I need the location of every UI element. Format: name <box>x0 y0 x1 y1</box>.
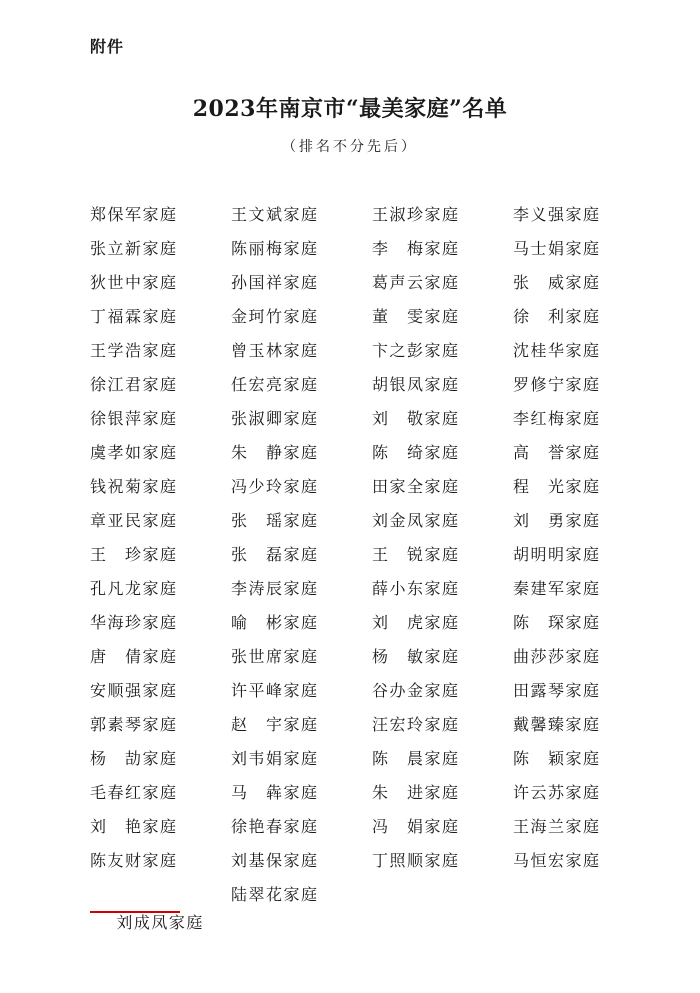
name-entry: 张淑卿家庭 <box>231 409 319 428</box>
name-entry: 徐 利家庭 <box>513 307 601 326</box>
name-entry: 刘基保家庭 <box>231 851 319 870</box>
name-entry: 徐艳春家庭 <box>231 817 319 836</box>
name-entry: 华海珍家庭 <box>90 613 178 632</box>
name-entry: 徐江君家庭 <box>90 375 178 394</box>
name-entry: 唐 倩家庭 <box>90 647 178 666</box>
name-entry: 刘 勇家庭 <box>513 511 601 530</box>
name-entry: 许云苏家庭 <box>513 783 601 802</box>
name-entry: 戴馨臻家庭 <box>513 715 601 734</box>
name-entry: 李红梅家庭 <box>513 409 601 428</box>
name-entry: 冯少玲家庭 <box>231 477 319 496</box>
name-entry: 王文斌家庭 <box>231 205 319 224</box>
name-entry: 张 磊家庭 <box>231 545 319 564</box>
red-underline <box>90 911 180 913</box>
name-entry: 薛小东家庭 <box>372 579 460 598</box>
name-entry: 许平峰家庭 <box>231 681 319 700</box>
name-entry: 杨 劼家庭 <box>90 749 178 768</box>
name-entry: 丁福霖家庭 <box>90 307 178 326</box>
name-entry: 朱 进家庭 <box>372 783 460 802</box>
page-title: 2023年南京市“最美家庭”名单 <box>192 96 508 122</box>
name-entry-text: 刘成凤家庭 <box>116 913 204 932</box>
name-entry: 刘金凤家庭 <box>372 511 460 530</box>
name-entry: 卞之彭家庭 <box>372 341 460 360</box>
name-entry: 曾玉林家庭 <box>231 341 319 360</box>
name-entry: 胡银凤家庭 <box>372 375 460 394</box>
name-entry: 王淑珍家庭 <box>372 205 460 224</box>
name-entry: 刘 艳家庭 <box>90 817 178 836</box>
name-entry: 胡明明家庭 <box>513 545 601 564</box>
name-entry: 曲莎莎家庭 <box>513 647 601 666</box>
name-entry: 陈 绮家庭 <box>372 443 460 462</box>
name-entry: 罗修宁家庭 <box>513 375 601 394</box>
name-entry: 虞孝如家庭 <box>90 443 178 462</box>
name-entry: 陈 晨家庭 <box>372 749 460 768</box>
name-entry: 张 威家庭 <box>513 273 601 292</box>
name-entry: 王学浩家庭 <box>90 341 178 360</box>
name-entry: 孔凡龙家庭 <box>90 579 178 598</box>
name-entry: 孙国祥家庭 <box>231 273 319 292</box>
name-entry: 任宏亮家庭 <box>231 375 319 394</box>
name-entry: 李 梅家庭 <box>372 239 460 258</box>
name-entry: 李义强家庭 <box>513 205 601 224</box>
name-entry: 谷办金家庭 <box>372 681 460 700</box>
name-entry: 陈 琛家庭 <box>513 613 601 632</box>
name-entry: 张立新家庭 <box>90 239 178 258</box>
name-entry: 陈丽梅家庭 <box>231 239 319 258</box>
name-entry: 陈友财家庭 <box>90 851 178 870</box>
name-entry: 汪宏玲家庭 <box>372 715 460 734</box>
name-entry: 章亚民家庭 <box>90 511 178 530</box>
family-name-list <box>90 201 650 932</box>
name-entry: 赵 宇家庭 <box>231 715 319 734</box>
name-entry: 高 誉家庭 <box>513 443 601 462</box>
name-entry: 杨 敏家庭 <box>372 647 460 666</box>
name-entry: 葛声云家庭 <box>372 273 460 292</box>
name-entry: 刘韦娟家庭 <box>231 749 319 768</box>
name-entry: 王 珍家庭 <box>90 545 178 564</box>
name-entry: 钱祝菊家庭 <box>90 477 178 496</box>
name-entry: 马恒宏家庭 <box>513 851 601 870</box>
name-entry: 沈桂华家庭 <box>513 341 601 360</box>
name-entry: 郭素琴家庭 <box>90 715 178 734</box>
name-entry: 张世席家庭 <box>231 647 319 666</box>
name-entry: 田露琴家庭 <box>513 681 601 700</box>
name-entry: 马 犇家庭 <box>231 783 319 802</box>
name-entry: 金珂竹家庭 <box>231 307 319 326</box>
name-entry: 程 光家庭 <box>513 477 601 496</box>
name-entry-highlighted <box>90 881 231 932</box>
attachment-label: 附件 <box>90 37 125 56</box>
name-entry: 狄世中家庭 <box>90 273 178 292</box>
name-entry: 毛春红家庭 <box>90 783 178 802</box>
name-entry: 陈 颖家庭 <box>513 749 601 768</box>
name-entry: 朱 静家庭 <box>231 443 319 462</box>
name-entry: 李涛辰家庭 <box>231 579 319 598</box>
name-entry: 冯 娟家庭 <box>372 817 460 836</box>
name-entry: 王 锐家庭 <box>372 545 460 564</box>
page-subtitle: （排名不分先后） <box>282 139 418 155</box>
name-entry: 刘 敬家庭 <box>372 409 460 428</box>
name-entry: 陆翠花家庭 <box>231 885 319 904</box>
name-entry: 张 瑶家庭 <box>231 511 319 530</box>
name-entry: 王海兰家庭 <box>513 817 601 836</box>
name-entry: 田家全家庭 <box>372 477 460 496</box>
name-entry: 董 雯家庭 <box>372 307 460 326</box>
name-entry: 丁照顺家庭 <box>372 851 460 870</box>
name-entry: 马士娟家庭 <box>513 239 601 258</box>
name-entry: 安顺强家庭 <box>90 681 178 700</box>
name-entry: 喻 彬家庭 <box>231 613 319 632</box>
name-entry: 刘 虎家庭 <box>372 613 460 632</box>
name-entry: 徐银萍家庭 <box>90 409 178 428</box>
name-entry: 郑保军家庭 <box>90 205 178 224</box>
name-entry: 秦建军家庭 <box>513 579 601 598</box>
